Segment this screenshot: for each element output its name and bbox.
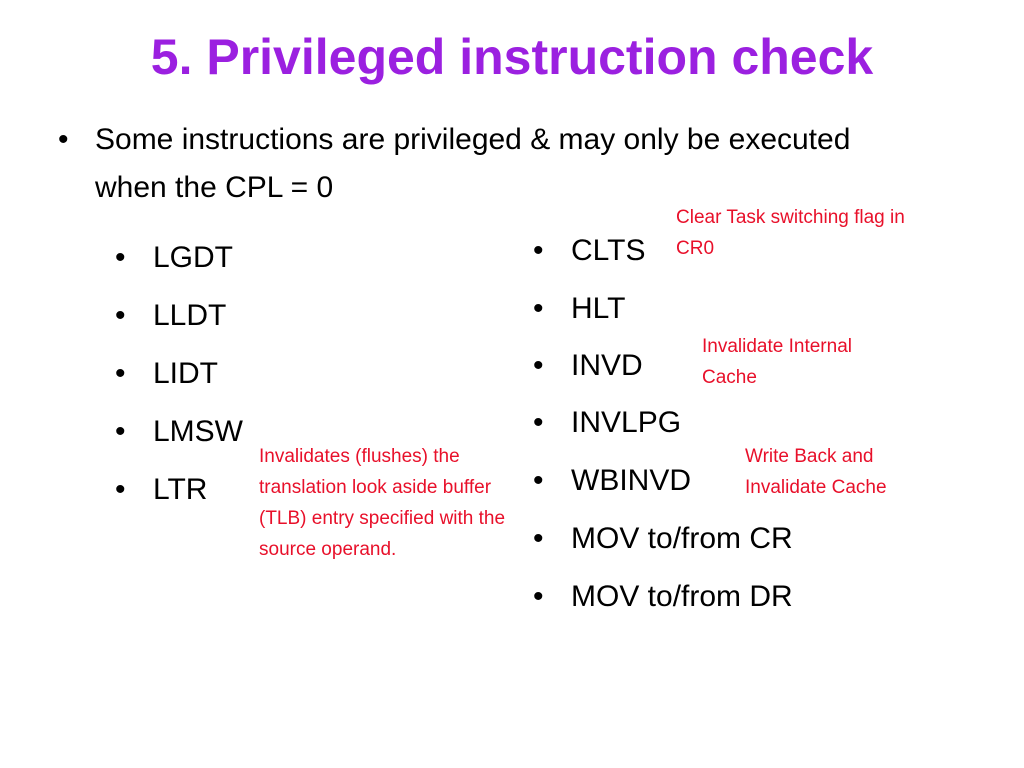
instruction-ltr: LTR [153,473,208,506]
instruction-invd: INVD [571,349,643,382]
bullet-icon: • [115,299,126,332]
right-instruction-list [533,233,953,633]
bullet-icon: • [115,241,126,274]
instruction-lldt: LLDT [153,299,227,332]
bullet-icon: • [533,406,544,439]
annotation-clts: Clear Task switching flag in CR0 [676,207,905,259]
bullet-icon: • [533,292,544,325]
instruction-clts: CLTS [571,234,646,267]
instruction-hlt: HLT [571,292,626,325]
bullet-icon: • [533,580,544,613]
instruction-lgdt: LGDT [153,241,234,274]
bullet-icon: • [533,464,544,497]
bullet-icon: • [533,349,544,382]
annotation-wbinvd: Write Back and Invalidate Cache [745,446,887,498]
bullet-icon: • [115,473,126,506]
bullet-icon: • [115,415,126,448]
annotation-invlpg: Invalidates (flushes) the translation look aside buffer (TLB) entry specified with the source operand. [259,446,506,560]
bullet-icon: • [533,234,544,267]
annotation-invd: Invalidate Internal Cache [702,336,852,388]
instruction-invlpg: INVLPG [571,406,682,439]
bullet-icon: • [533,522,544,555]
instruction-mov-cr: MOV to/from CR [571,522,793,555]
bullet-icon: • [58,123,69,156]
intro-bullet [58,116,878,212]
instruction-wbinvd: WBINVD [571,464,691,497]
instruction-lmsw: LMSW [153,415,243,448]
intro-text: Some instructions are privileged & may only be executed when the CPL = 0 [95,123,851,204]
bullet-icon: • [115,357,126,390]
slide-title: 5. Privileged instruction check [150,29,874,85]
instruction-lidt: LIDT [153,357,219,390]
instruction-mov-dr: MOV to/from DR [571,580,793,613]
